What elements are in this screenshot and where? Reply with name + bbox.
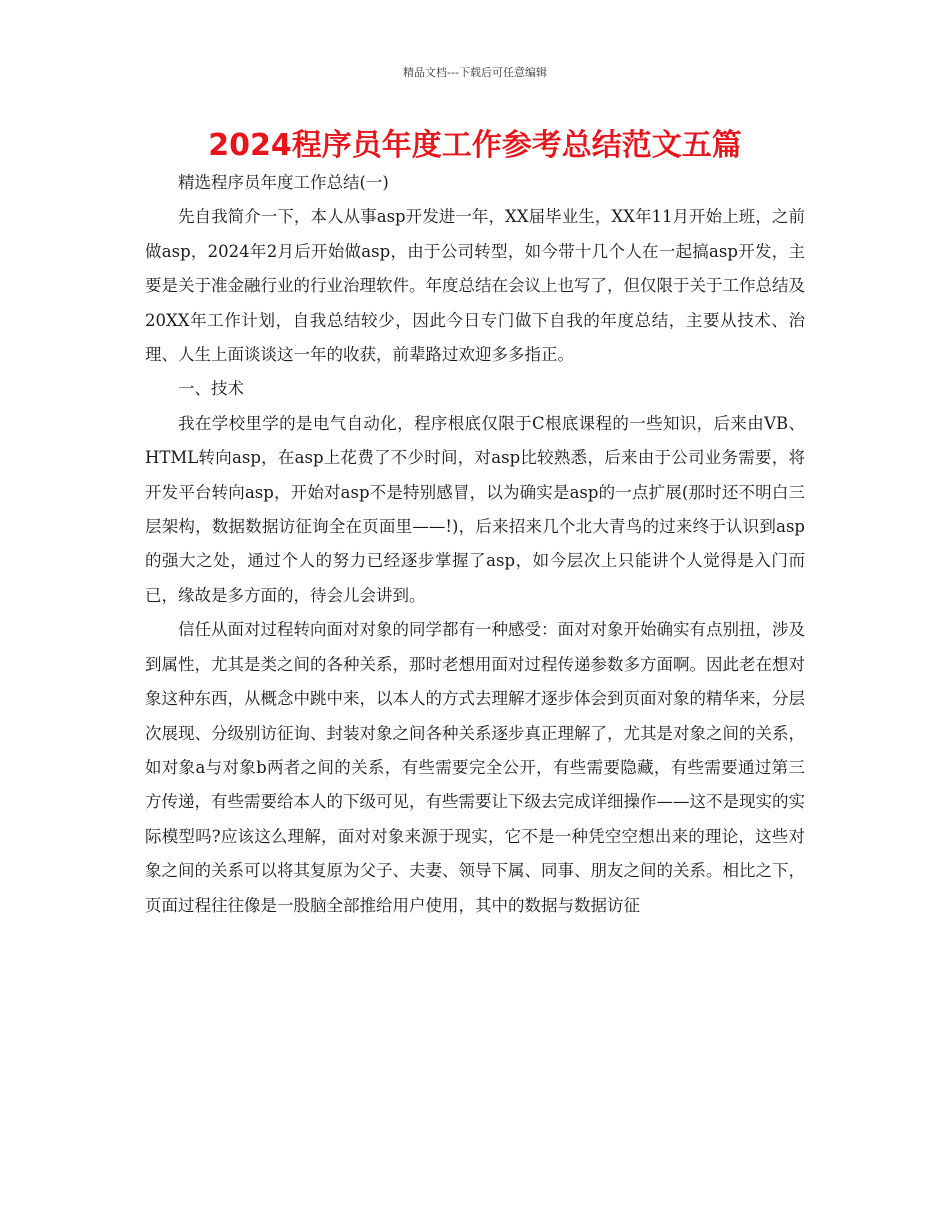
document-title: 2024程序员年度工作参考总结范文五篇	[208, 128, 742, 163]
paragraph-technology: 我在学校里学的是电气自动化，程序根底仅限于C根底课程的一些知识，后来由VB、HTML转向asp，在asp上花费了不少时间，对asp比较熟悉，后来由于公司业务需要，将开发平台转向asp，开始对asp不是特别感冒，以为确实是asp的一点扩展(那时还不明白三层架构，数据数据访征询全在页面里——!)，后来招来几个北大青鸟的过来终于认识到asp的强大之处，通过个人的努力已经逐步掌握了asp，如今层次上只能讲个人觉得是入门而已，缘故是多方面的，待会儿会讲到。	[145, 413, 805, 605]
section-subtitle: 精选程序员年度工作总结(一)	[178, 173, 389, 192]
header-note: 精品文档---下载后可任意编辑	[403, 66, 547, 79]
paragraph-intro: 先自我简介一下，本人从事asp开发进一年，XX届毕业生，XX年11月开始上班，之前做asp，2024年2月后开始做asp，由于公司转型，如今带十几个人在一起搞asp开发，主要是关于准金融行业的行业治理软件。年度总结在会议上也写了，但仅限于关于工作总结及20XX年工作计划，自我总结较少，因此今日专门做下自我的年度总结，主要从技术、治理、人生上面谈谈这一年的收获，前辈路过欢迎多多指正。	[145, 207, 805, 365]
document-body	[145, 166, 805, 923]
paragraph-object-oriented: 信任从面对过程转向面对对象的同学都有一种感受：面对对象开始确实有点别扭，涉及到属性，尤其是类之间的各种关系，那时老想用面对过程传递参数多方面啊。因此老在想对象这种东西，从概念中跳中来，以本人的方式去理解才逐步体会到页面对象的精华来，分层次展现、分级别访征询、封装对象之间各种关系逐步真正理解了，尤其是对象之间的关系，如对象a与对象b两者之间的关系，有些需要完全公开，有些需要隐藏，有些需要通过第三方传递，有些需要给本人的下级可见，有些需要让下级去完成详细操作——这不是现实的实际模型吗?应该这么理解，面对对象来源于现实，它不是一种凭空空想出来的理论，这些对象之间的关系可以将其复原为父子、夫妻、领导下属、同事、朋友之间的关系。相比之下，页面过程往往像是一股脑全部推给用户使用，其中的数据与数据访征	[145, 620, 805, 915]
section-heading-technology: 一、技术	[178, 379, 244, 399]
